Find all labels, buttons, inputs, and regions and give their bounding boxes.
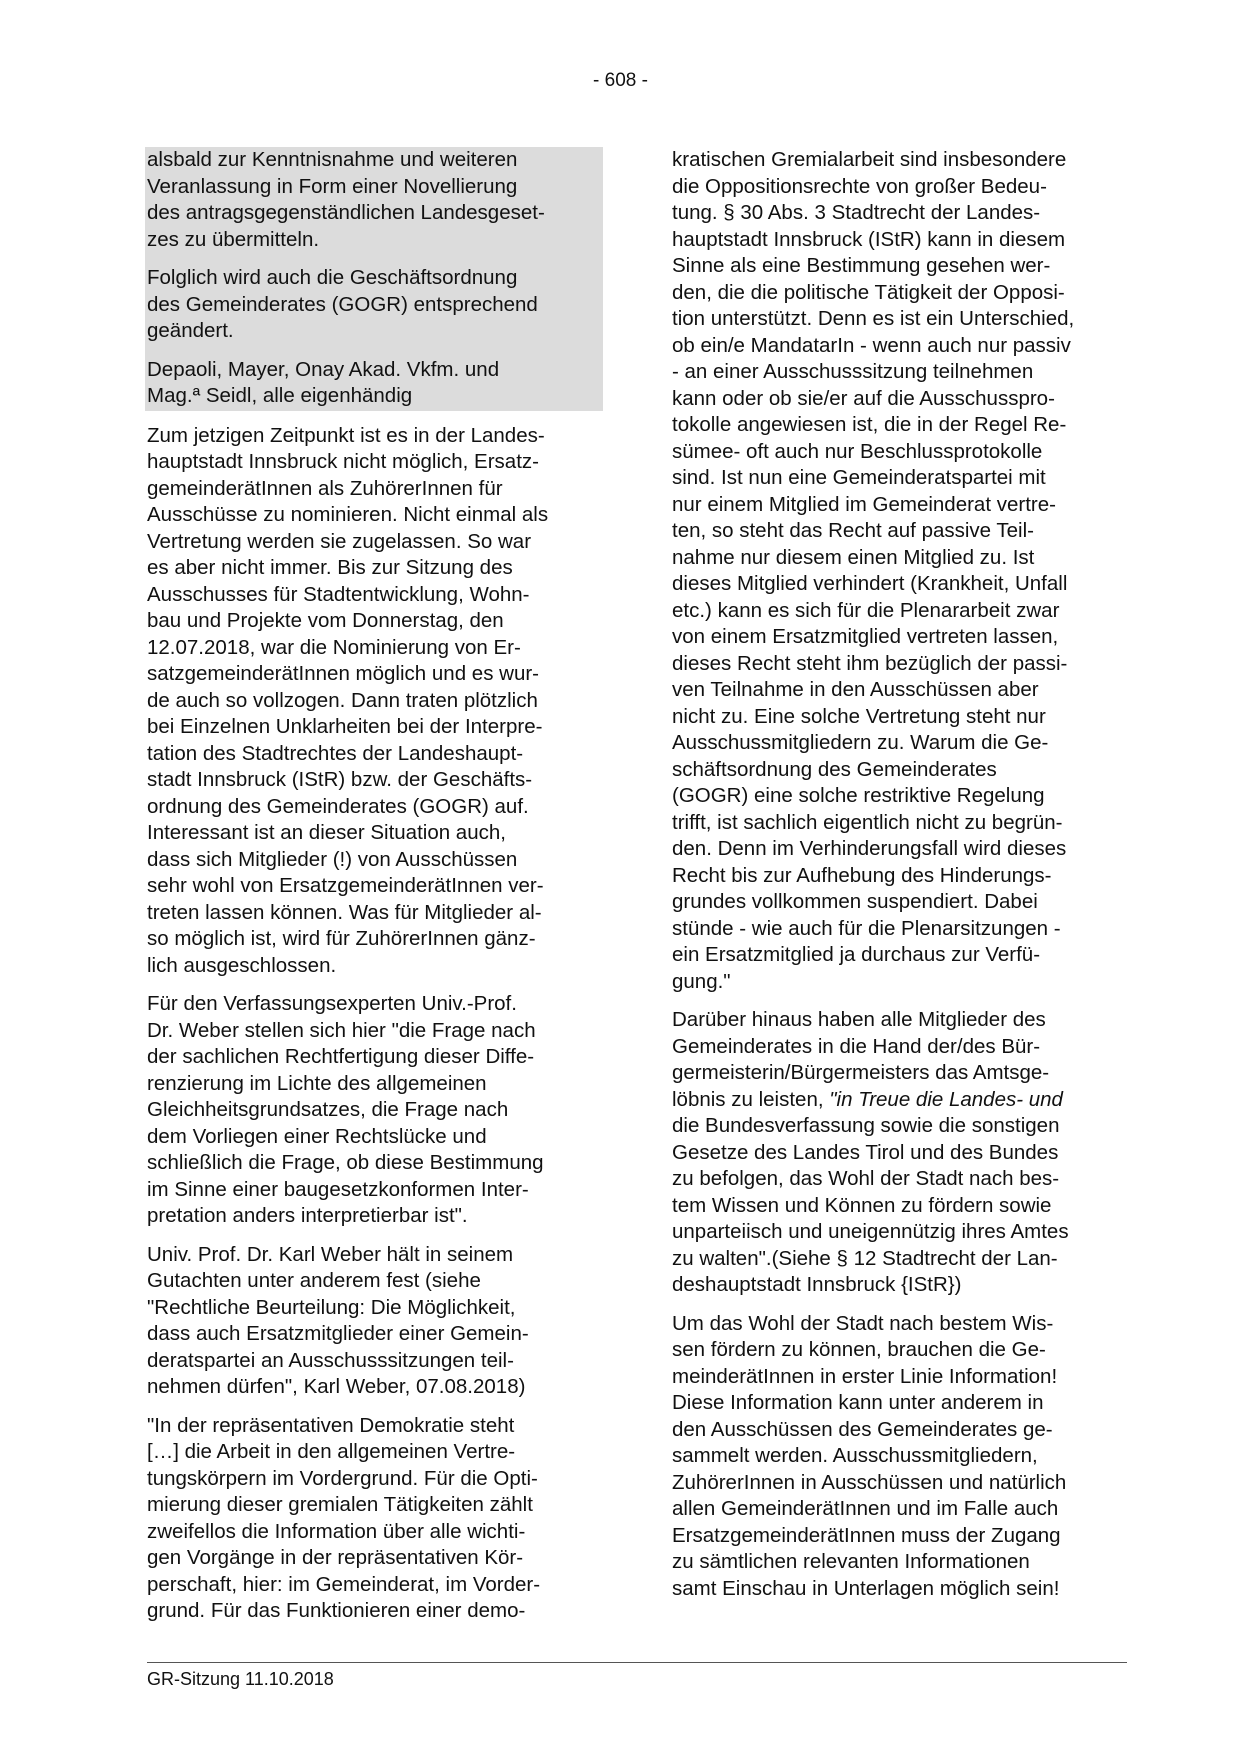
text-line: Diese Information kann unter anderem in [672, 1391, 1044, 1414]
text-line: renzierung im Lichte des allgemeinen [147, 1071, 487, 1095]
text-line: germeisterin/Bürgermeisters das Amtsge- [672, 1061, 1050, 1084]
text-line: meinderätInnen in erster Linie Information! [672, 1364, 1058, 1388]
text-line: zu walten".(Siehe § 12 Stadtrecht der Lan- [672, 1246, 1058, 1270]
text-line: Gemeinderates in die Hand der/des Bür- [672, 1034, 1041, 1058]
text-line: ob ein/e MandatarIn - wenn auch nur passiv [672, 333, 1071, 357]
text-line: satzgemeinderätInnen möglich und es wur- [147, 662, 539, 685]
text-line: es aber nicht immer. Bis zur Sitzung des [147, 556, 513, 579]
text-line: Darüber hinaus haben alle Mitglieder des [672, 1008, 1046, 1031]
text-line: nicht zu. Eine solche Vertretung steht nur [672, 704, 1046, 728]
signatories [147, 357, 599, 410]
text-line: ten, so steht das Recht auf passive Teil- [672, 519, 1034, 542]
text-line: ein Ersatzmitglied ja durchaus zur Verfü- [672, 943, 1041, 966]
text-line: ordnung des Gemeinderates (GOGR) auf. [147, 794, 529, 818]
text-line: Interessant ist an dieser Situation auch, [147, 821, 506, 844]
text-line: zweifellos die Information über alle wichti- [147, 1519, 526, 1543]
text-line: trifft, ist sachlich eigentlich nicht zu begrün- [672, 810, 1063, 834]
text-line: sind. Ist nun eine Gemeinderatspartei mit [672, 466, 1046, 489]
text-line: tokolle angewiesen ist, die in der Regel Re- [672, 413, 1067, 436]
text-line: lich ausgeschlossen. [147, 953, 337, 977]
text-line: stünde - wie auch für die Plenarsitzungen - [672, 916, 1061, 940]
text-line: zes zu übermitteln. [147, 227, 320, 251]
text-line: perschaft, hier: im Gemeinderat, im Vorder- [147, 1572, 541, 1596]
text-line: Vertretung werden sie zugelassen. So war [147, 529, 532, 553]
text-line: Ausschussmitgliedern zu. Warum die Ge- [672, 731, 1049, 754]
text-line: treten lassen können. Was für Mitglieder al- [147, 900, 542, 924]
text-line: sehr wohl von ErsatzgemeinderätInnen ver- [147, 874, 544, 897]
text-line: von einem Ersatzmitglied vertreten lassen, [672, 625, 1059, 648]
text-line: Gesetze des Landes Tirol und des Bundes [672, 1140, 1059, 1164]
text-line: zu befolgen, das Wohl der Stadt nach bes- [672, 1167, 1060, 1190]
text-line: etc.) kann es sich für die Plenararbeit zwar [672, 598, 1060, 622]
quote-continuation-paragraph [672, 147, 1127, 995]
text-line: geändert. [147, 319, 234, 342]
text-line: tungskörpern im Vordergrund. Für die Opti- [147, 1466, 538, 1490]
text-line: Dr. Weber stellen sich hier "die Frage nach [147, 1018, 536, 1042]
text-line: allen GemeinderätInnen und im Falle auch [672, 1497, 1059, 1520]
text-line: kratischen Gremialarbeit sind insbesondere [672, 148, 1067, 171]
text-line: samt Einschau in Unterlagen möglich sein! [672, 1576, 1060, 1600]
text-line: Veranlassung in Form einer Novellierung [147, 174, 518, 198]
text-line: deratspartei an Ausschusssitzungen teil- [147, 1348, 514, 1372]
footer-session-date: GR-Sitzung 11.10.2018 [147, 1669, 334, 1689]
text-line: mierung dieser gremialen Tätigkeiten zählt [147, 1493, 533, 1516]
text-line: bau und Projekte vom Donnerstag, den [147, 609, 504, 632]
text-line: zu sämtlichen relevanten Informationen [672, 1550, 1030, 1573]
left-column [147, 147, 603, 1637]
text-line: tion unterstützt. Denn es ist ein Unterschied, [672, 307, 1075, 330]
text-line: nur einem Mitglied im Gemeinderat vertre- [672, 492, 1056, 516]
text-line: tung. § 30 Abs. 3 Stadtrecht der Landes- [672, 201, 1041, 224]
motion-paragraph [147, 147, 599, 265]
text-line: schäftsordnung des Gemeinderates [672, 757, 997, 781]
text-line: hauptstadt Innsbruck (IStR) kann in diesem [672, 227, 1066, 251]
text-line: den Ausschüssen des Gemeinderates ge- [672, 1417, 1053, 1441]
text-line: gemeinderätInnen als ZuhörerInnen für [147, 476, 503, 500]
text-line: "In der repräsentativen Demokratie steht [147, 1413, 515, 1437]
text-line: gen Vorgänge in der repräsentativen Kör- [147, 1546, 524, 1569]
text-line: Ausschusses für Stadtentwicklung, Wohn- [147, 582, 530, 606]
text-line: im Sinne einer baugesetzkonformen Inter- [147, 1177, 529, 1201]
text-line: (GOGR) eine solche restriktive Regelung [672, 784, 1045, 807]
page-number: - 608 - [593, 70, 648, 91]
text-line: Zum jetzigen Zeitpunkt ist es in der Landes- [147, 423, 545, 447]
body-paragraph [147, 1242, 603, 1401]
text-line: nehmen dürfen", Karl Weber, 07.08.2018) [147, 1375, 526, 1398]
text-line: bei Einzelnen Unklarheiten bei der Interpre- [147, 715, 543, 738]
text-line: de auch so vollzogen. Dann traten plötzlich [147, 688, 538, 712]
text-line: Depaoli, Mayer, Onay Akad. Vkfm. und [147, 357, 500, 381]
text-line: Für den Verfassungsexperten Univ.-Prof. [147, 992, 517, 1015]
text-line: sammelt werden. Ausschussmitgliedern, [672, 1444, 1038, 1467]
text-segment: löbnis zu leisten, [672, 1087, 830, 1111]
text-line: ven Teilnahme in den Ausschüssen aber [672, 678, 1039, 701]
text-line: schließlich die Frage, ob diese Bestimmung [147, 1151, 544, 1174]
body-paragraph [147, 991, 603, 1230]
text-line: "Rechtliche Beurteilung: Die Möglichkeit, [147, 1295, 516, 1319]
text-line: grund. Für das Funktionieren einer demo- [147, 1599, 526, 1622]
text-line: dass auch Ersatzmitglieder einer Gemein- [147, 1322, 529, 1345]
text-line: Folglich wird auch die Geschäftsordnung [147, 266, 518, 289]
motion-paragraph [147, 265, 599, 357]
text-line: tem Wissen und Können zu fördern sowie [672, 1193, 1052, 1217]
body-paragraph [672, 1311, 1127, 1603]
text-line: deshauptstadt Innsbruck {IStR}) [672, 1273, 962, 1296]
text-line: Ausschüsse zu nominieren. Nicht einmal als [147, 503, 549, 526]
text-line: pretation anders interpretierbar ist". [147, 1204, 468, 1227]
quote-paragraph [147, 1413, 603, 1625]
text-line: Um das Wohl der Stadt nach bestem Wis- [672, 1311, 1054, 1335]
text-line: des Gemeinderates (GOGR) entsprechend [147, 292, 538, 316]
oath-paragraph [672, 1007, 1127, 1299]
text-line: hauptstadt Innsbruck nicht möglich, Ersatz- [147, 450, 539, 473]
text-line: sümee- oft auch nur Beschlussprotokolle [672, 439, 1043, 463]
text-line: dass sich Mitglieder (!) von Ausschüssen [147, 847, 518, 871]
text-line: die Bundesverfassung sowie die sonstigen [672, 1114, 1060, 1137]
text-line: Mag.ª Seidl, alle eigenhändig [147, 384, 413, 407]
text-line: unparteiisch und uneigennützig ihres Amtes [672, 1220, 1069, 1243]
text-line: alsbald zur Kenntnisnahme und weiteren [147, 148, 518, 171]
text-line: so möglich ist, wird für ZuhörerInnen gänz- [147, 927, 536, 950]
text-line: stadt Innsbruck (IStR) bzw. der Geschäfts- [147, 768, 533, 791]
text-line: gung." [672, 969, 731, 993]
text-line: dem Vorliegen einer Rechtslücke und [147, 1124, 487, 1148]
text-line: ErsatzgemeinderätInnen muss der Zugang [672, 1523, 1061, 1547]
motion-highlight-block [145, 147, 603, 411]
text-line: Sinne als eine Bestimmung gesehen wer- [672, 254, 1051, 277]
text-line: 12.07.2018, war die Nominierung von Er- [147, 635, 521, 659]
text-line: die Oppositionsrechte von großer Bedeu- [672, 174, 1047, 198]
text-line: Gutachten unter anderem fest (siehe [147, 1269, 481, 1292]
text-line: kann oder ob sie/er auf die Ausschusspro- [672, 386, 1055, 410]
text-line: nahme nur diesem einen Mitglied zu. Ist [672, 545, 1035, 569]
text-line: dieses Recht steht ihm bezüglich der passi- [672, 651, 1068, 675]
text-line: tation des Stadtrechtes der Landeshaupt- [147, 741, 524, 765]
text-line-mixed [672, 1087, 1127, 1114]
text-line: ZuhörerInnen in Ausschüssen und natürlich [672, 1470, 1067, 1494]
italic-quote-segment: "in Treue die Landes- und [829, 1087, 1063, 1111]
footer-divider [147, 1662, 1127, 1663]
right-column [672, 147, 1127, 1614]
text-line: der sachlichen Rechtfertigung dieser Diffe- [147, 1045, 535, 1068]
text-line: - an einer Ausschusssitzung teilnehmen [672, 360, 1034, 383]
body-paragraph [147, 423, 603, 980]
text-line: grundes vollkommen suspendiert. Dabei [672, 890, 1038, 913]
text-line: den. Denn im Verhinderungsfall wird dieses [672, 837, 1067, 860]
text-line: Gleichheitsgrundsatzes, die Frage nach [147, 1098, 509, 1121]
text-line: dieses Mitglied verhindert (Krankheit, Unfall [672, 572, 1068, 595]
text-line: den, die die politische Tätigkeit der Opposi- [672, 280, 1065, 304]
text-line: des antragsgegenständlichen Landesgeset- [147, 201, 545, 224]
text-line: sen fördern zu können, brauchen die Ge- [672, 1338, 1046, 1361]
text-line: […] die Arbeit in den allgemeinen Vertre- [147, 1440, 516, 1463]
text-line: Recht bis zur Aufhebung des Hinderungs- [672, 863, 1052, 887]
text-line: Univ. Prof. Dr. Karl Weber hält in seinem [147, 1242, 514, 1266]
